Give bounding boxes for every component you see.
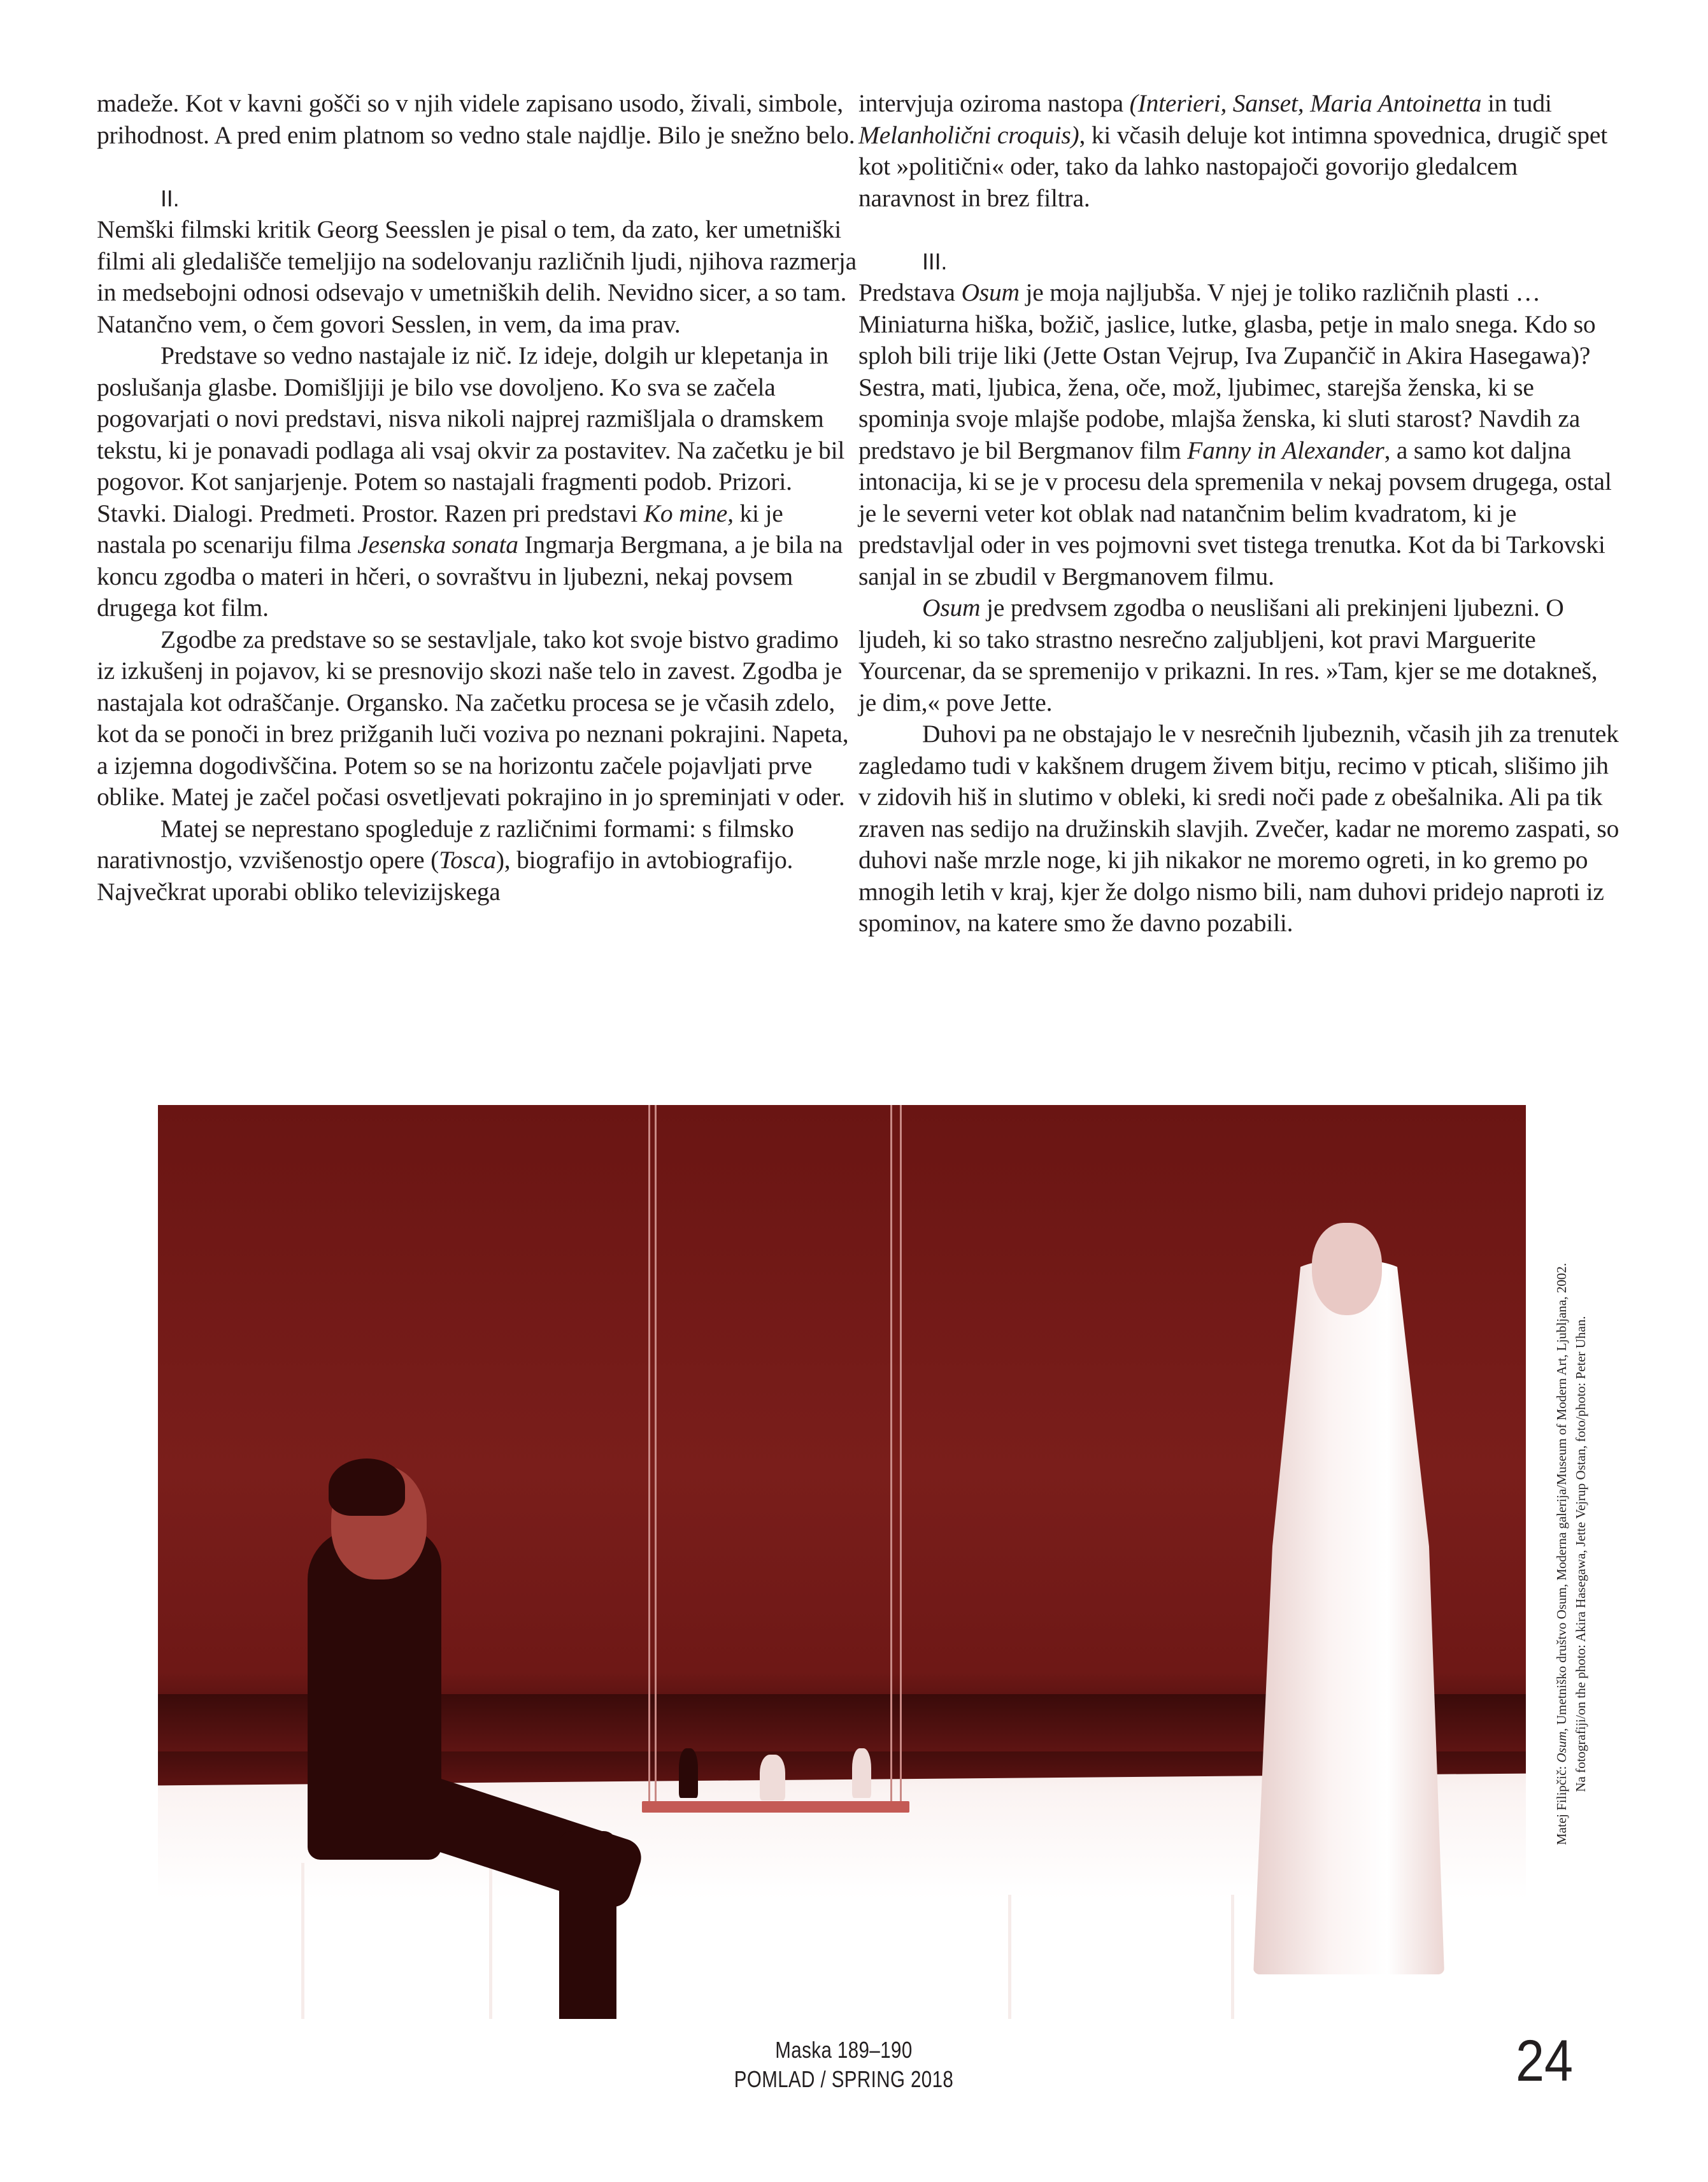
- empty-white-chair: [1008, 1895, 1234, 2019]
- text-run: , Umetniško društvo Osum, Moderna galerija/Museum of Modern Art, Ljubljana, 2002.: [1554, 1263, 1569, 1732]
- text-run: je predvsem zgodba o neuslišani ali prekinjeni ljubezni. O ljudeh, ki so tako strastno nesrečno zaljubljeni, kot pravi Marguerite Yourcenar, da se spremenijo v prikazni. In res. »Tam, kjer se me dotakneš, je dim,« pove Jette.: [858, 594, 1598, 717]
- section-heading-iii: III.: [922, 248, 948, 275]
- miniature-figure: [760, 1755, 785, 1801]
- text-run: je moja najljubša. V njej je toliko različnih plasti … Miniaturna hiška, božič, jaslice, lutke, glasba, petje in malo snega. Kdo so sploh bili trije liki (Jette Ostan Vejrup, Iva Zupančič in Akira Hasegawa)? Sestra, mati, ljubica, žena, oče, mož, ljubimec, starejša ženska, ki se spominja svoje mlajše podobe, mlajša ženska, ki sluti starost? Navdih za predstavo je bil Bergmanov film: [858, 278, 1596, 464]
- issue-label: Maska 189–190: [775, 2037, 913, 2063]
- title-italic: Osum: [922, 594, 981, 622]
- section-heading-ii: II.: [160, 185, 180, 211]
- title-italic: Melanholični croquis): [858, 120, 1079, 149]
- left-text-column: [97, 88, 858, 908]
- title-italic: (Interieri, Sanset, Maria Antoinetta: [1129, 89, 1482, 117]
- text-run: intervjuja oziroma nastopa: [858, 89, 1130, 117]
- paragraph: [858, 592, 1619, 718]
- title-italic: Osum: [961, 278, 1020, 306]
- seated-man-hair: [329, 1458, 405, 1516]
- suspension-wire: [890, 1105, 892, 1806]
- title-italic: Fanny in Alexander: [1187, 436, 1384, 464]
- text-run: ), biografijo in avtobiografijo. Največkrat uporabi obliko televizijskega: [97, 846, 794, 906]
- suspension-wire: [648, 1105, 650, 1806]
- text-run: Matej se neprestano spogleduje z različnimi formami: s filmsko narativnostjo, vzvišenostjo opere (: [97, 814, 794, 874]
- title-italic: Tosca: [439, 846, 496, 874]
- right-text-column: [858, 88, 1619, 939]
- suspension-wire: [900, 1105, 902, 1806]
- standing-woman-head: [1312, 1223, 1382, 1315]
- suspension-wire: [655, 1105, 657, 1806]
- paragraph: [858, 277, 1619, 592]
- standing-woman-white-dress: [1253, 1261, 1444, 1974]
- title-italic: Ko mine,: [643, 499, 734, 527]
- text-run: Predstava: [858, 278, 962, 306]
- text-run: , ki včasih deluje kot intimna spovednica, drugič spet kot »politični« oder, tako da lahko nastopajoči govorijo gledalcem naravnost in brez filtra.: [858, 120, 1607, 212]
- paragraph: [97, 813, 858, 908]
- text-run: Matej Filipčič:: [1554, 1762, 1569, 1845]
- text-run: , a samo kot daljna intonacija, ki se je v procesu dela spremenila v nekaj povsem drugega, ostal je le severni veter kot oblak nad natančnim belim kvadratom, ki je predstavljal oder in ves pojmovni svet tistega trenutka. Kot da bi Tarkovski sanjal in se zbudil v Bergmanovem filmu.: [858, 436, 1612, 590]
- title-italic: Osum: [1554, 1731, 1569, 1763]
- paragraph: [97, 340, 858, 624]
- paragraph: Duhovi pa ne obstajajo le v nesrečnih ljubeznih, včasih jih za trenutek zagledamo tudi v kakšnem drugem živem bitju, recimo v pticah, slišimo jih v zidovih hiš in slutimo v obleki, ki sredi noči pade z obešalnika. Ali pa tik zraven nas sedijo na družinskih slavjih. Zvečer, kadar ne moremo zaspati, so duhovi naše mrzle noge, ki jih nikakor ne moremo ogreti, in ko gremo po mnogih letih v kraj, kjer že dolgo nismo bili, nam duhovi pridejo naproti iz spominov, na katere smo že davno pozabili.: [858, 720, 1619, 937]
- suspended-platform: [642, 1801, 909, 1813]
- text-run: Ingmarja Bergmana, a je bila na koncu zgodba o materi in hčeri, o sovraštvu in ljubezni, nekaj povsem drugega kot film.: [97, 531, 843, 622]
- miniature-figure: [679, 1748, 698, 1798]
- paragraph: [858, 88, 1619, 214]
- text-run: Predstave so vedno nastajale iz nič. Iz ideje, dolgih ur klepetanja in poslušanja glasbe. Domišljiji je bilo vse dovoljeno. Ko sva se začela pogovarjati o novi predstavi, nisva nikoli najprej razmišljala o dramskem tekstu, ki je ponavadi podlaga ali vsaj okvir za postavitev. Na začetku je bil pogovor. Kot sanjarjenje. Potem so nastajali fragmenti podob. Prizori. Stavki. Dialogi. Predmeti. Prostor. Razen pri predstavi: [97, 341, 845, 527]
- page-number: 24: [1516, 2029, 1574, 2093]
- title-italic: Jesenska sonata: [357, 531, 518, 559]
- text-run: in tudi: [1481, 89, 1552, 117]
- caption-line-2: Na fotografiji/on the photo: Akira Hasegawa, Jette Vejrup Ostan, foto/photo: Peter Uhan.: [1573, 1316, 1588, 1792]
- white-chair: [301, 1863, 492, 2019]
- paragraph: Zgodbe za predstave so se sestavljale, tako kot svoje bistvo gradimo iz izkušenj in pojavov, ki se presnovijo skozi naše telo in zavest. Zgodba je nastajala kot odraščanje. Organsko. Na začetku procesa se je včasih zdelo, kot da se ponoči in brez prižganih luči voziva po neznani pokrajini. Napeta, a izjemna dogodivščina. Potem so se na horizontu začele pojavljati prve oblike. Matej je začel počasi osvetljevati pokrajino in jo spreminjati v oder.: [97, 625, 849, 811]
- paragraph: madeže. Kot v kavni gošči so v njih videle zapisano usodo, živali, simbole, prihodnost. A pred enim platnom so vedno stale najdlje. Bilo je snežno belo.: [97, 89, 855, 149]
- photo-caption: [1552, 1102, 1590, 2006]
- stage-photo: [158, 1105, 1526, 2019]
- caption-line-1: [1552, 1102, 1571, 2006]
- season-label: POMLAD / SPRING 2018: [734, 2066, 954, 2092]
- magazine-footer: [674, 2036, 1014, 2094]
- text-run: ki je nastala po scenariju filma: [97, 499, 783, 559]
- seated-man-shin: [559, 1831, 616, 2019]
- paragraph: Nemški filmski kritik Georg Seesslen je pisal o tem, da zato, ker umetniški filmi ali gledališče temeljijo na sodelovanju različnih ljudi, njihova razmerja in medsebojni odnosi odsevajo v umetniških delih. Nevidno sicer, a so tam. Natančno vem, o čem govori Sesslen, in vem, da ima prav.: [97, 215, 857, 338]
- miniature-figure: [852, 1748, 871, 1798]
